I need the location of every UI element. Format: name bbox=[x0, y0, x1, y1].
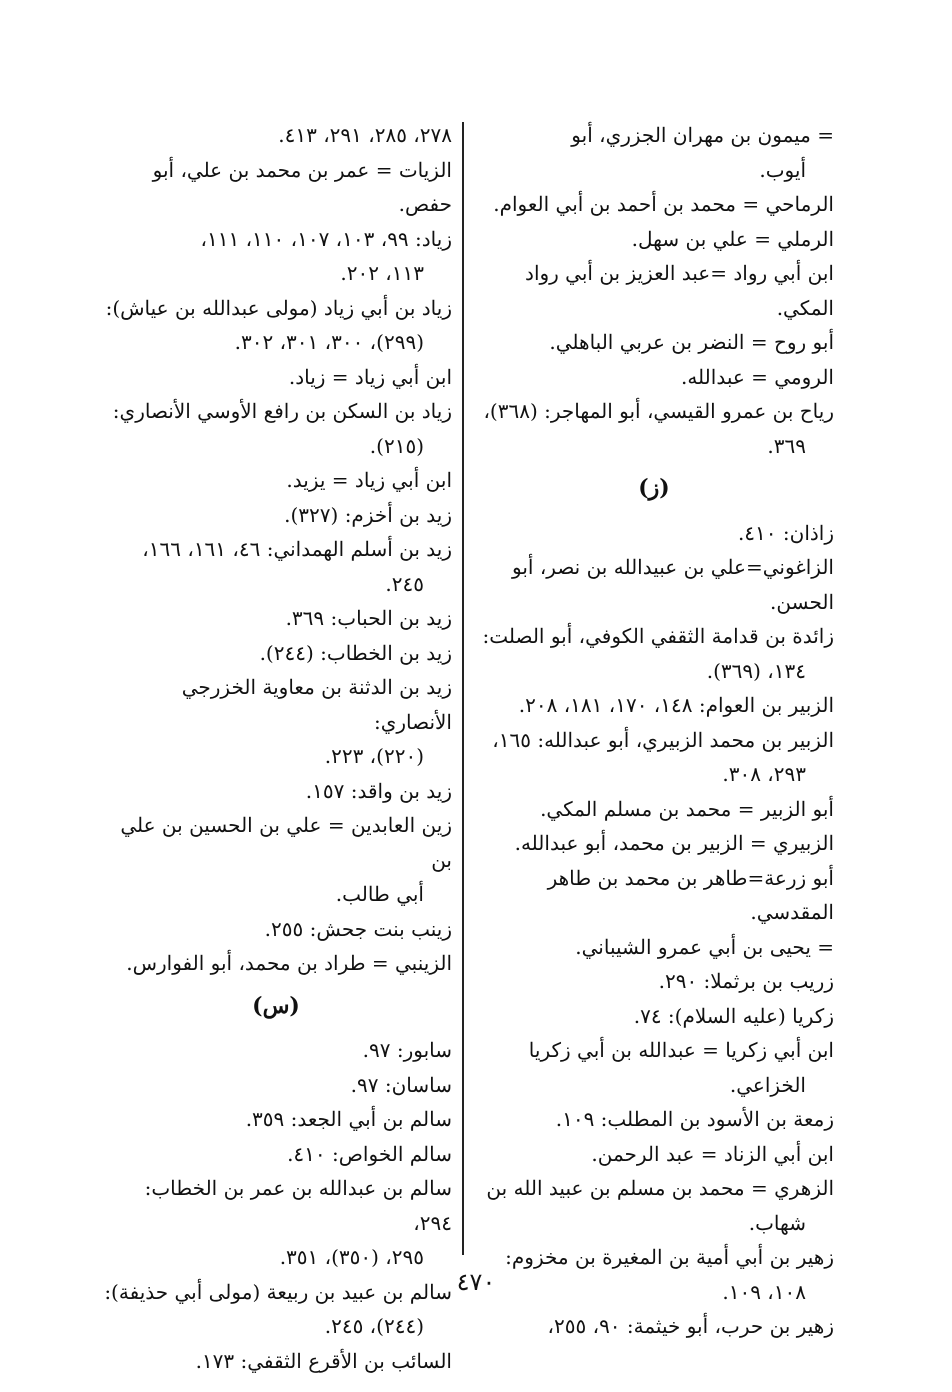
index-entry bbox=[100, 532, 452, 601]
index-entry bbox=[474, 1171, 834, 1240]
entry-continuation: (٢٢٠)، ٢٢٣. bbox=[324, 744, 424, 768]
entry-text: زيد بن أسلم الهمداني: ٤٦، ١٦١، ١٦٦، bbox=[142, 537, 452, 561]
index-entry bbox=[474, 1309, 834, 1344]
entry-text: سالم بن أبي الجعد: ٣٥٩. bbox=[245, 1107, 452, 1131]
index-entry bbox=[474, 325, 834, 360]
entry-text: ابن أبي زياد = يزيد. bbox=[286, 468, 452, 492]
index-entry bbox=[100, 360, 452, 395]
entry-text: السائب بن الأقرع الثقفي: ١٧٣. bbox=[195, 1348, 452, 1373]
entry-continuation: ٢٩٣، ٣٠٨. bbox=[722, 762, 806, 786]
index-entry bbox=[474, 826, 834, 861]
entry-continuation: ١٠٨، ١٠٩. bbox=[722, 1279, 806, 1304]
right-entries-top bbox=[474, 118, 834, 463]
entry-text: ابن أبي زياد = زياد. bbox=[288, 364, 452, 389]
entry-text: زيد بن الخطاب: (٢٤٤). bbox=[259, 640, 452, 665]
index-entry bbox=[474, 792, 834, 827]
index-entry bbox=[474, 688, 834, 723]
entry-text: الرملي = علي بن سهل. bbox=[631, 226, 834, 251]
entry-text: الزينبي = طراد بن محمد، أبو الفوارس. bbox=[126, 951, 452, 975]
entry-text: = ميمون بن مهران الجزري، أبو bbox=[571, 123, 834, 147]
index-entry bbox=[474, 723, 834, 792]
entry-continuation: شهاب. bbox=[748, 1210, 806, 1235]
entry-continuation: (٢١٥). bbox=[369, 433, 424, 458]
index-entry bbox=[100, 1102, 452, 1137]
index-entry bbox=[474, 619, 834, 688]
entry-text: زهير بن حرب، أبو خيثمة: ٩٠، ٢٥٥، bbox=[547, 1314, 834, 1338]
entry-continuation: ٢٤٥. bbox=[385, 571, 424, 596]
entry-text: زمعة بن الأسود بن المطلب: ١٠٩. bbox=[555, 1107, 834, 1131]
index-entry bbox=[474, 930, 834, 965]
entry-text: الزيات = عمر بن محمد بن علي، أبو حفص. bbox=[152, 157, 452, 216]
entry-continuation: ١٣٤، (٣٦٩). bbox=[706, 658, 806, 683]
index-entry bbox=[100, 118, 452, 153]
entry-text: سابور: ٩٧. bbox=[362, 1038, 452, 1062]
entry-text: ابن أبي زكريا = عبدالله بن أبي زكريا bbox=[528, 1038, 834, 1062]
index-entry bbox=[100, 1171, 452, 1275]
entry-text: الزبير بن العوام: ١٤٨، ١٧٠، ١٨١، ٢٠٨. bbox=[518, 693, 834, 717]
entry-text: الزاغوني=علي بن عبيدالله بن نصر، أبو الحسن. bbox=[512, 555, 834, 614]
column-divider bbox=[462, 122, 464, 1255]
index-entry bbox=[474, 360, 834, 395]
entry-text: زيد بن الدثنة بن معاوية الخزرجي الأنصاري: bbox=[181, 675, 452, 734]
index-entry bbox=[474, 256, 834, 325]
index-entry bbox=[100, 912, 452, 947]
entry-text: سالم بن عبيد بن ربيعة (مولى أبي حذيفة): bbox=[104, 1279, 452, 1304]
section-heading-zay: (ز) bbox=[638, 475, 670, 501]
index-entry bbox=[474, 999, 834, 1034]
entry-text: الزبيري = الزبير بن محمد، أبو عبدالله. bbox=[514, 831, 834, 855]
entry-continuation: ٣٦٩. bbox=[767, 433, 806, 458]
index-entry bbox=[100, 394, 452, 463]
index-entry bbox=[474, 187, 834, 222]
index-entry bbox=[100, 1137, 452, 1172]
entry-text: = يحيى بن أبي عمرو الشيباني. bbox=[575, 934, 834, 959]
index-entry bbox=[474, 516, 834, 551]
entry-text: زياد بن أبي زياد (مولى عبدالله بن عياش): bbox=[105, 295, 452, 320]
entry-text: زياد بن السكن بن رافع الأوسي الأنصاري: bbox=[112, 399, 452, 423]
entry-text: زياد: ٩٩، ١٠٣، ١٠٧، ١١٠، ١١١، bbox=[200, 226, 452, 251]
entry-continuation: (٢٤٤)، ٢٤٥. bbox=[324, 1314, 424, 1338]
entry-text: ابن أبي رواد =عبد العزيز بن أبي رواد المكي. bbox=[525, 261, 834, 320]
index-entry bbox=[474, 1102, 834, 1137]
index-entry bbox=[474, 1033, 834, 1102]
index-entry bbox=[474, 861, 834, 930]
index-entry bbox=[474, 550, 834, 619]
entry-text: الرومي = عبدالله. bbox=[680, 364, 834, 389]
index-entry bbox=[474, 222, 834, 257]
right-entries-bottom bbox=[474, 516, 834, 1344]
entry-text: أبو الزبير = محمد بن مسلم المكي. bbox=[540, 796, 834, 821]
entry-text: ٢٧٨، ٢٨٥، ٢٩١، ٤١٣. bbox=[278, 123, 452, 147]
index-entry bbox=[100, 498, 452, 533]
entry-text: ساسان: ٩٧. bbox=[350, 1072, 452, 1097]
index-entry bbox=[100, 636, 452, 671]
entry-text: زين العابدين = علي بن الحسين بن علي بن bbox=[120, 813, 452, 872]
right-column bbox=[474, 118, 834, 1344]
entry-continuation: ٢٩٥، (٣٥٠)، ٣٥١. bbox=[279, 1245, 424, 1269]
index-entry bbox=[100, 222, 452, 291]
entry-text: أبو زرعة=طاهر بن محمد بن طاهر المقدسي. bbox=[547, 865, 834, 924]
entry-continuation: الخزاعي. bbox=[729, 1072, 806, 1097]
index-entry bbox=[100, 808, 452, 912]
index-entry bbox=[100, 1344, 452, 1379]
entry-continuation: (٢٩٩)، ٣٠٠، ٣٠١، ٣٠٢. bbox=[234, 330, 424, 354]
left-entries-top bbox=[100, 118, 452, 981]
index-entry bbox=[100, 601, 452, 636]
index-entry bbox=[474, 118, 834, 187]
entry-text: رياح بن عمرو القيسي، أبو المهاجر: (٣٦٨)، bbox=[483, 399, 834, 423]
page-number: ٤٧٠ bbox=[456, 1268, 496, 1296]
entry-text: زائدة بن قدامة الثقفي الكوفي، أبو الصلت: bbox=[482, 624, 834, 648]
entry-text: زكريا (عليه السلام): ٧٤. bbox=[633, 1003, 834, 1028]
entry-continuation: أبي طالب. bbox=[335, 882, 424, 906]
entry-text: الزهري = محمد بن مسلم بن عبيد الله بن bbox=[486, 1176, 834, 1200]
entry-continuation: ١١٣، ٢٠٢. bbox=[340, 261, 424, 285]
entry-continuation: أيوب. bbox=[759, 157, 806, 182]
entry-text: زيد بن واقد: ١٥٧. bbox=[305, 778, 452, 803]
index-entry bbox=[474, 1137, 834, 1172]
entry-text: زريب بن برثملا: ٢٩٠. bbox=[658, 969, 834, 993]
index-entry bbox=[100, 670, 452, 774]
index-entry bbox=[100, 153, 452, 222]
entry-text: الزبير بن محمد الزبيري، أبو عبدالله: ١٦٥، bbox=[492, 727, 834, 752]
left-entries-bottom bbox=[100, 1033, 452, 1378]
entry-text: سالم الخواص: ٤١٠. bbox=[287, 1141, 452, 1166]
index-entry bbox=[100, 291, 452, 360]
entry-text: ابن أبي الزناد = عبد الرحمن. bbox=[591, 1141, 834, 1166]
index-entry bbox=[100, 1068, 452, 1103]
index-entry bbox=[474, 964, 834, 999]
index-entry bbox=[100, 774, 452, 809]
entry-text: زهير بن أبي أمية بن المغيرة بن مخزوم: bbox=[505, 1245, 834, 1269]
section-heading-sin: (س) bbox=[252, 992, 300, 1019]
entry-text: زيد بن الحباب: ٣٦٩. bbox=[285, 606, 452, 630]
entry-text: أبو روح = النضر بن عربي الباهلي. bbox=[549, 330, 834, 354]
entry-text: الرماحي = محمد بن أحمد بن أبي العوام. bbox=[493, 192, 834, 216]
index-entry bbox=[100, 1033, 452, 1068]
index-entry bbox=[474, 394, 834, 463]
entry-text: زاذان: ٤١٠. bbox=[737, 520, 834, 545]
index-entry bbox=[100, 946, 452, 981]
entry-text: سالم بن عبدالله بن عمر بن الخطاب: ٢٩٤، bbox=[144, 1176, 452, 1235]
entry-text: زيد بن أخزم: (٣٢٧). bbox=[284, 502, 452, 527]
left-column bbox=[100, 118, 452, 1378]
index-entry bbox=[100, 463, 452, 498]
entry-text: زينب بنت جحش: ٢٥٥. bbox=[264, 916, 452, 941]
